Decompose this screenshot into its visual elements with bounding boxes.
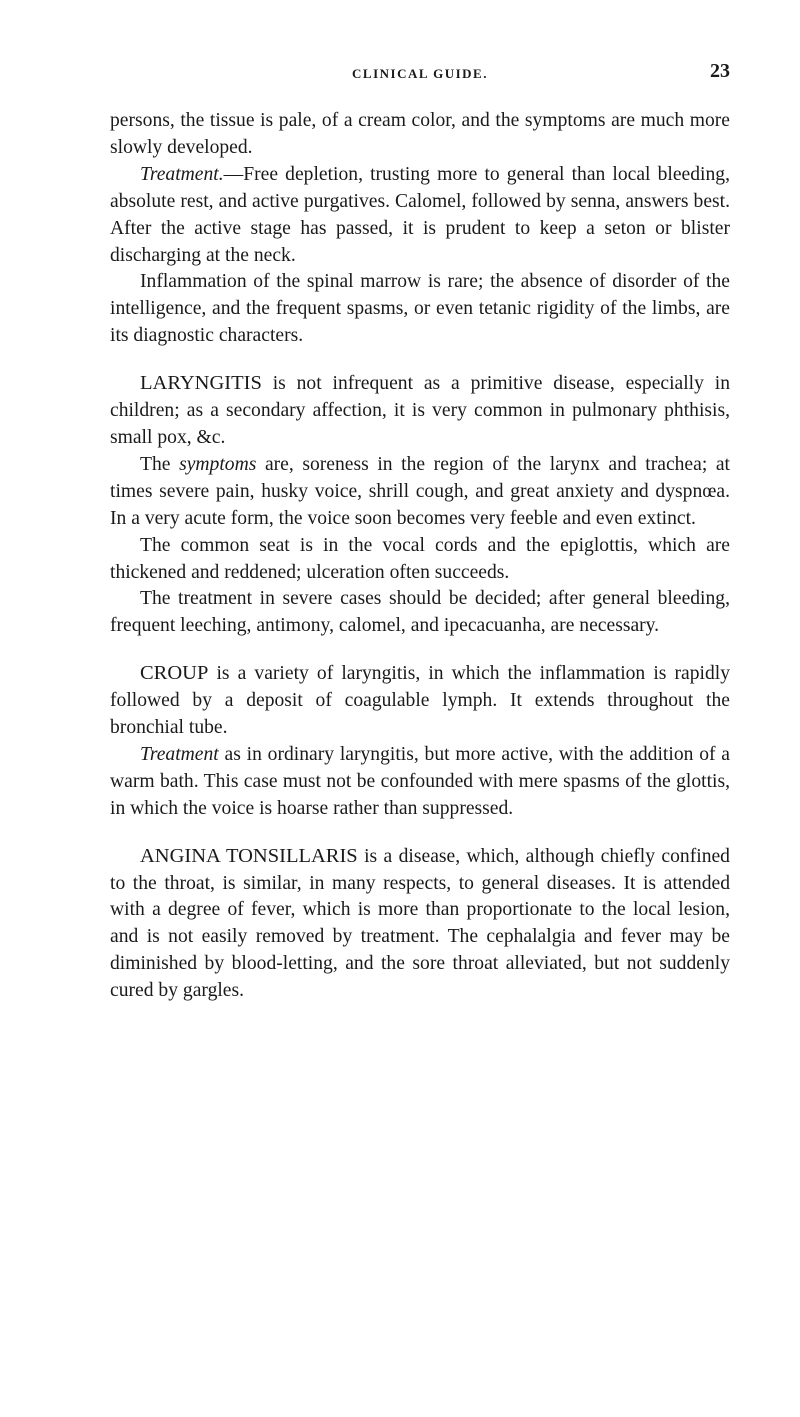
paragraph-severe-treatment: The treatment in severe cases should be decided; after general bleeding, frequent leeching, antimony, calomel, and ipecacuanha, are necessary. [110,588,730,637]
croup-heading: CROUP [140,662,209,685]
treatment-text: —Free depletion, trusting more to general than local bleeding, absolute rest, and active purgatives. Calomel, followed by senna, answers best. After the active stage has passed, it is prudent to keep a seton or blister discharging at the neck. [110,163,730,266]
page-number: 23 [710,60,730,82]
running-title: CLINICAL GUIDE. [352,66,488,81]
symptoms-text: are, soreness in the region of the larynx and trachea; at times severe pain, husky voice, shrill cough, and great anxiety and dyspnœa. In a very acute form, the voice soon becomes very feeble and even extinct. [110,453,730,529]
paragraph-treatment [110,162,730,270]
laryngitis-text: is not infrequent as a primitive disease, especially in children; as a secondary affection, it is very common in pulmonary phthisis, small pox, &c. [110,373,730,448]
croup-text: is a variety of laryngitis, in which the inflammation is rapidly followed by a deposit of coagulable lymph. It extends throughout the bronchial tube. [110,663,730,739]
paragraph-continuation: persons, the tissue is pale, of a cream color, and the symptoms are much more slowly developed. [110,110,730,158]
body-text [110,108,730,1005]
symptoms-label: symptoms [179,453,257,475]
symptoms-pre: The [140,453,180,475]
paragraph-common-seat: The common seat is in the vocal cords and the epiglottis, which are thickened and reddened; ulceration often succeeds. [110,534,730,583]
paragraph-symptoms [110,452,730,533]
paragraph-spinal-marrow: Inflammation of the spinal marrow is rare; the absence of disorder of the intelligence, and the frequent spasms, or even tetanic rigidity of the limbs, are its diagnostic characters. [110,271,730,347]
paragraph-laryngitis [110,370,730,452]
angina-text: is a disease, which, although chiefly confined to the throat, is similar, in many respects, to general diseases. It is attended with a degree of fever, which is more than proportionate to the local lesion, and is not easily removed by treatment. The cephalalgia and fever may be diminished by blood-letting, and the sore throat alleviated, but not suddenly cured by gargles. [110,845,730,1002]
paragraph-croup-treatment [110,742,730,823]
paragraph-croup [110,660,730,742]
paragraph-angina [110,843,730,1005]
treatment-label: Treatment. [140,163,224,185]
running-head [110,62,730,86]
laryngitis-heading: LARYNGITIS [140,372,262,395]
croup-treatment-label: Treatment [140,743,219,765]
angina-heading: ANGINA TONSILLARIS [140,844,358,867]
croup-treatment-text: as in ordinary laryngitis, but more active, with the addition of a warm bath. This case must not be confounded with mere spasms of the glottis, in which the voice is hoarse rather than suppressed. [110,743,730,819]
